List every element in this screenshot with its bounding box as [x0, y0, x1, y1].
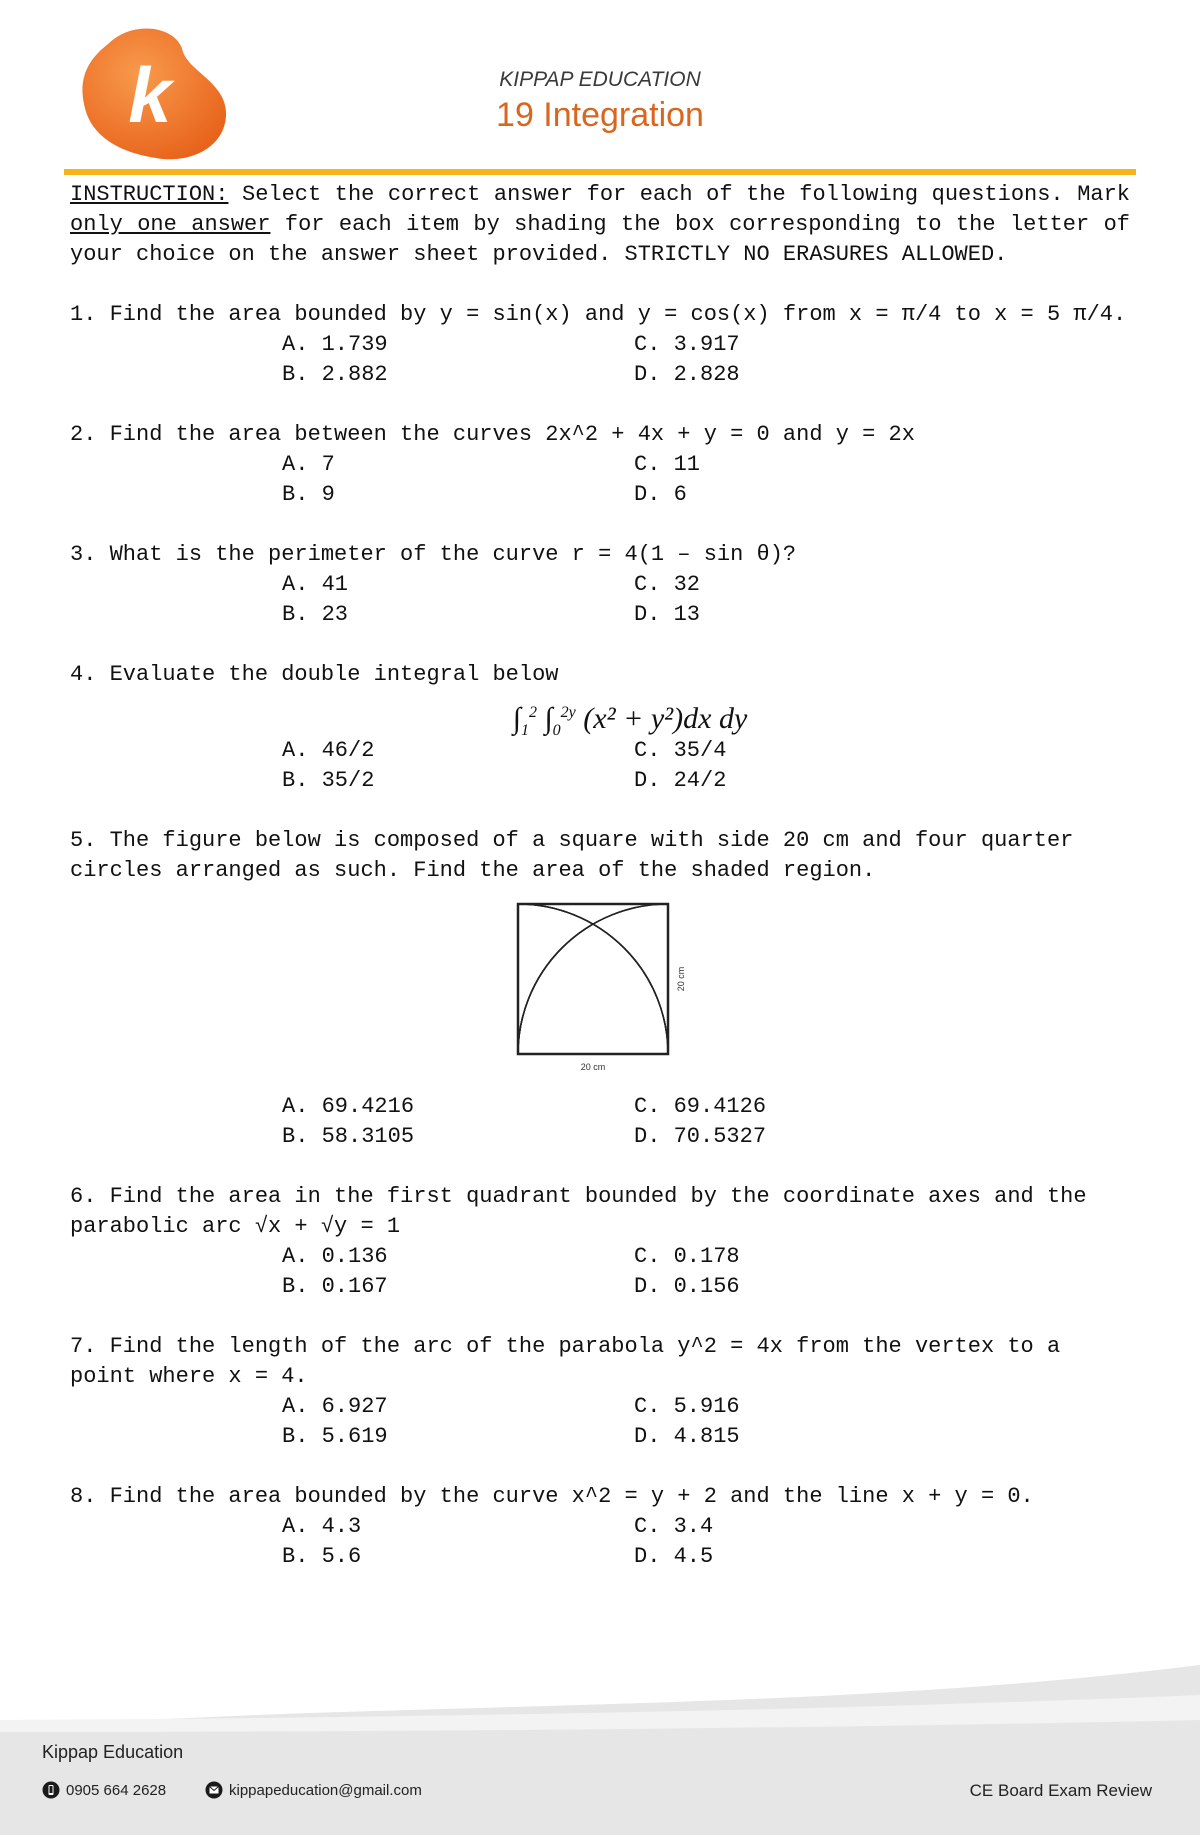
instruction-label: INSTRUCTION: [70, 182, 229, 207]
choices [282, 570, 1130, 630]
choices [282, 1242, 1130, 1302]
choice-b: B. 23 [282, 602, 349, 627]
figure-side-label: 20 cm [676, 966, 686, 992]
instruction-emphasis: only one answer [70, 212, 271, 237]
quarter-circles-figure [512, 898, 702, 1078]
phone-icon [42, 1781, 60, 1799]
choice-a: A. 6.927 [282, 1394, 388, 1419]
question-text: 5. The figure below is composed of a square with side 20 cm and four quarter circles arranged as such. Find the area of the shaded region. [70, 828, 1074, 883]
outer-upper-limit: 2 [528, 704, 537, 721]
choices [282, 1392, 1130, 1452]
outer-lower-limit: 1 [520, 722, 529, 739]
choice-d: D. 2.828 [634, 362, 740, 387]
choice-a: A. 7 [282, 452, 335, 477]
question-text: 3. What is the perimeter of the curve r = 4(1 – sin θ)? [70, 542, 797, 567]
footer-review: CE Board Exam Review [969, 1781, 1152, 1800]
figure-bottom-label: 20 cm [580, 1062, 606, 1072]
choices [282, 1092, 1130, 1152]
double-integral: $\int_1^2$ $\int_0^{2y}$ (x² + y²)dx dy [512, 702, 748, 739]
question-1 [70, 300, 1130, 390]
choice-d: D. 13 [634, 602, 701, 627]
choice-d: D. 70.5327 [634, 1124, 767, 1149]
choice-b: B. 58.3105 [282, 1124, 415, 1149]
choice-b: B. 2.882 [282, 362, 388, 387]
choice-d: D. 4.5 [634, 1544, 714, 1569]
choice-b: B. 0.167 [282, 1274, 388, 1299]
choice-b: B. 9 [282, 482, 335, 507]
choice-d: D. 0.156 [634, 1274, 740, 1299]
choice-a: A. 4.3 [282, 1514, 362, 1539]
choice-a: A. 69.4216 [282, 1094, 415, 1119]
header-rule [64, 169, 1136, 175]
integrand: (x² + y²)dx dy [583, 702, 748, 735]
question-5 [70, 826, 1130, 1152]
choice-c: C. 11 [634, 452, 701, 477]
question-6 [70, 1182, 1130, 1302]
instruction [70, 180, 1130, 270]
choices [282, 1512, 1130, 1572]
instruction-text-1: Select the correct answer for each of the following questions. Mark [228, 182, 1130, 207]
footer-phone [42, 1781, 166, 1799]
choice-c: C. 3.917 [634, 332, 740, 357]
kippap-logo [78, 24, 230, 162]
choice-c: C. 5.916 [634, 1394, 740, 1419]
choice-a: A. 1.739 [282, 332, 388, 357]
choice-d: D. 6 [634, 482, 687, 507]
choices [282, 330, 1130, 390]
choices [282, 736, 1130, 796]
email-address[interactable]: kippapeducation@gmail.com [229, 1781, 422, 1799]
question-text: 4. Evaluate the double integral below [70, 662, 559, 687]
brand-name: KIPPAP EDUCATION [499, 68, 701, 91]
question-2 [70, 420, 1130, 510]
choice-c: C. 3.4 [634, 1514, 714, 1539]
question-7 [70, 1332, 1130, 1452]
email-icon [205, 1781, 223, 1799]
question-text: 2. Find the area between the curves 2x^2 + 4x + y = 0 and y = 2x [70, 422, 915, 447]
logo-letter: k [128, 51, 172, 139]
choice-b: B. 5.6 [282, 1544, 362, 1569]
phone-number: 0905 664 2628 [66, 1781, 167, 1799]
choice-c: C. 35/4 [634, 738, 727, 763]
footer-email [205, 1781, 422, 1799]
footer-company: Kippap Education [42, 1742, 184, 1762]
question-4 [70, 660, 1130, 796]
instruction-text-2: for each item by shading the box corresponding to the letter of your choice on the answer sheet provided. STRICTLY NO ERASURES ALLOWED. [70, 212, 1130, 267]
exam-content [70, 180, 1130, 1572]
choice-c: C. 69.4126 [634, 1094, 767, 1119]
choice-c: C. 32 [634, 572, 701, 597]
document-title: 19 Integration [496, 96, 704, 134]
question-text: 1. Find the area bounded by y = sin(x) and y = cos(x) from x = π/4 to x = 5 π/4. [70, 302, 1127, 327]
choice-a: A. 0.136 [282, 1244, 388, 1269]
question-text: 7. Find the length of the arc of the parabola y^2 = 4x from the vertex to a point where x = 4. [70, 1334, 1061, 1389]
question-8 [70, 1482, 1130, 1572]
choices [282, 450, 1130, 510]
inner-lower-limit: 0 [552, 722, 561, 739]
choice-d: D. 24/2 [634, 768, 727, 793]
choice-a: A. 41 [282, 572, 349, 597]
choice-a: A. 46/2 [282, 738, 375, 763]
question-3 [70, 540, 1130, 630]
question-text: 6. Find the area in the first quadrant bounded by the coordinate axes and the parabolic arc √x + √y = 1 [70, 1184, 1087, 1239]
choice-b: B. 35/2 [282, 768, 375, 793]
choice-b: B. 5.619 [282, 1424, 388, 1449]
question-text: 8. Find the area bounded by the curve x^2 = y + 2 and the line x + y = 0. [70, 1484, 1034, 1509]
choice-d: D. 4.815 [634, 1424, 740, 1449]
inner-upper-limit: 2y [560, 704, 576, 721]
choice-c: C. 0.178 [634, 1244, 740, 1269]
